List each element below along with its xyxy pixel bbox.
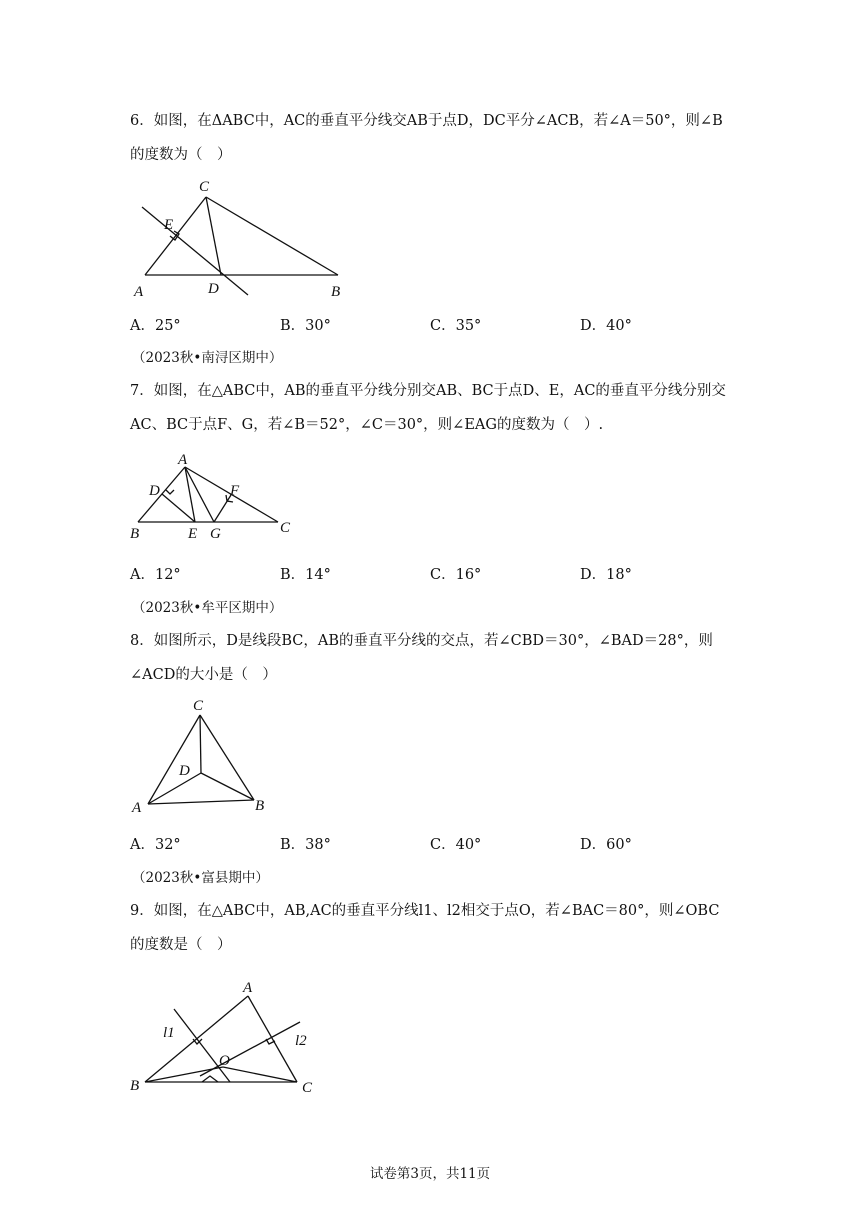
question-number: 7: [130, 383, 140, 399]
source-q8: （2023秋•牟平区期中）: [132, 600, 283, 616]
label-A: A: [178, 452, 188, 468]
source-q9: （2023秋•富县期中）: [132, 870, 269, 886]
option-a[interactable]: A．25°: [130, 318, 181, 334]
label-C: C: [280, 520, 291, 536]
question-number: 6: [130, 113, 140, 129]
diagram-q7: [130, 452, 300, 544]
label-l2: l2: [295, 1033, 307, 1049]
label-A: A: [243, 980, 253, 996]
question-number: 8: [130, 633, 140, 649]
option-a[interactable]: A．32°: [130, 837, 181, 853]
option-d[interactable]: D．40°: [580, 318, 632, 334]
label-C: C: [193, 698, 204, 714]
label-G: G: [210, 526, 221, 542]
question-7: [130, 374, 730, 442]
option-d[interactable]: D．18°: [580, 567, 632, 583]
label-B: B: [130, 1078, 140, 1094]
label-C: C: [199, 179, 210, 195]
label-C: C: [302, 1080, 313, 1096]
option-b[interactable]: B．30°: [280, 318, 331, 334]
label-E: E: [188, 526, 198, 542]
label-A: A: [134, 284, 144, 300]
option-c[interactable]: C．35°: [430, 318, 482, 334]
label-B: B: [130, 526, 140, 542]
label-D: D: [179, 763, 190, 779]
question-6: [130, 104, 730, 172]
option-b[interactable]: B．38°: [280, 837, 331, 853]
diagram-q8: [130, 696, 275, 816]
page-footer: 试卷第3页，共11页: [369, 1166, 491, 1182]
label-l1: l1: [163, 1025, 175, 1041]
label-B: B: [331, 284, 341, 300]
question-text: ．如图，在ΔABC中，AC的垂直平分线交AB于点D，DC平分∠ACB，若∠A＝50°，则∠B的度数为（ ）: [130, 113, 723, 163]
options-q7: [130, 563, 730, 583]
question-8: [130, 624, 730, 692]
label-A: A: [132, 800, 142, 816]
options-q8: [130, 833, 730, 853]
question-text: ．如图，在△ABC中，AB,AC的垂直平分线l1、l2相交于点O，若∠BAC＝80°，则∠OBC的度数是（ ）: [130, 903, 720, 953]
label-O: O: [219, 1053, 230, 1069]
diagram-q9: [130, 976, 320, 1098]
question-text: ．如图所示，D是线段BC，AB的垂直平分线的交点，若∠CBD＝30°，∠BAD＝28°，则∠ACD的大小是（ ）: [130, 633, 713, 683]
option-b[interactable]: B．14°: [280, 567, 331, 583]
option-c[interactable]: C．40°: [430, 837, 482, 853]
option-d[interactable]: D．60°: [580, 837, 632, 853]
label-D: D: [149, 483, 160, 499]
label-F: F: [230, 483, 240, 499]
source-q7: （2023秋•南浔区期中）: [132, 350, 283, 366]
option-a[interactable]: A．12°: [130, 567, 181, 583]
label-D: D: [208, 281, 219, 297]
question-9: [130, 894, 730, 962]
diagram-q6: [130, 176, 360, 301]
label-B: B: [255, 798, 265, 814]
question-number: 9: [130, 903, 140, 919]
label-E: E: [164, 217, 174, 233]
option-c[interactable]: C．16°: [430, 567, 482, 583]
question-text: ．如图，在△ABC中，AB的垂直平分线分别交AB、BC于点D、E，AC的垂直平分线分别交AC、BC于点F、G，若∠B＝52°，∠C＝30°，则∠EAG的度数为（ ）.: [130, 383, 726, 433]
options-q6: [130, 314, 730, 334]
